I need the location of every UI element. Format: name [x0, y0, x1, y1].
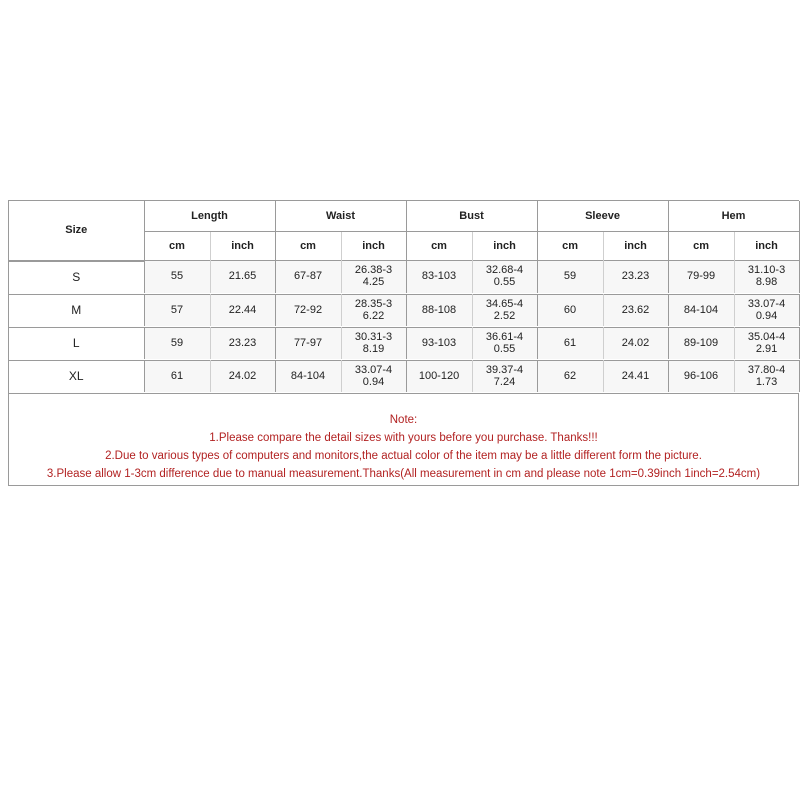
table-cell: 72-92: [275, 293, 341, 326]
table-cell: 59: [537, 260, 603, 293]
table-cell: [341, 260, 406, 293]
table-cell: [472, 293, 537, 326]
size-chart: [8, 200, 799, 486]
table-cell: 100-120: [406, 359, 472, 392]
cell-text: 33.07-40.94: [747, 297, 786, 322]
note-line-2: 2.Due to various types of computers and monitors,the actual color of the item may be a little different form the picture.: [105, 449, 702, 462]
cell-text: 32.68-40.55: [485, 264, 524, 289]
size-cell: XL: [9, 359, 144, 392]
table-row: [9, 293, 799, 326]
size-cell: S: [9, 260, 144, 293]
unit-header-inch: inch: [210, 232, 275, 261]
size-table: [9, 201, 800, 393]
unit-header-cm: cm: [275, 232, 341, 261]
unit-header-cm: cm: [144, 232, 210, 261]
size-cell: L: [9, 326, 144, 359]
cell-text: 36.61-40.55: [485, 330, 524, 355]
table-row: [9, 326, 799, 359]
cell-text: 37.80-41.73: [747, 363, 786, 388]
cell-text: 35.04-42.91: [747, 330, 786, 355]
cell-text: 34.65-42.52: [485, 297, 524, 322]
sleeve-header: Sleeve: [537, 201, 668, 232]
table-cell: [734, 293, 799, 326]
cell-text: 31.10-38.98: [747, 264, 786, 289]
unit-header-inch: inch: [341, 232, 406, 261]
size-cell: M: [9, 293, 144, 326]
table-cell: 84-104: [668, 293, 734, 326]
table-cell: 24.02: [603, 326, 668, 359]
table-cell: 60: [537, 293, 603, 326]
unit-header-cm: cm: [668, 232, 734, 261]
table-cell: [472, 326, 537, 359]
cell-text: 39.37-47.24: [485, 363, 524, 388]
table-cell: 89-109: [668, 326, 734, 359]
table-cell: 23.62: [603, 293, 668, 326]
cell-text: 33.07-40.94: [354, 363, 393, 388]
table-cell: [341, 293, 406, 326]
table-cell: 55: [144, 260, 210, 293]
table-cell: 77-97: [275, 326, 341, 359]
table-cell: 67-87: [275, 260, 341, 293]
notes-section: [9, 393, 798, 483]
table-row: [9, 260, 799, 293]
table-cell: 23.23: [210, 326, 275, 359]
table-cell: [472, 359, 537, 392]
table-cell: 21.65: [210, 260, 275, 293]
table-cell: 79-99: [668, 260, 734, 293]
table-cell: 61: [537, 326, 603, 359]
table-cell: 83-103: [406, 260, 472, 293]
table-cell: 88-108: [406, 293, 472, 326]
note-line-3: 3.Please allow 1-3cm difference due to manual measurement.Thanks(All measurement in cm and please note 1cm=0.39inch 1inch=2.54cm): [46, 467, 761, 480]
unit-header-cm: cm: [406, 232, 472, 261]
table-cell: 59: [144, 326, 210, 359]
table-cell: 61: [144, 359, 210, 392]
table-cell: 24.02: [210, 359, 275, 392]
table-cell: [734, 260, 799, 293]
unit-header-inch: inch: [603, 232, 668, 261]
unit-header-inch: inch: [734, 232, 799, 261]
cell-text: 28.35-36.22: [354, 297, 393, 322]
table-cell: [341, 326, 406, 359]
cell-text: 26.38-34.25: [354, 264, 393, 289]
table-cell: [472, 260, 537, 293]
unit-header-inch: inch: [472, 232, 537, 261]
notes-title: Note:: [389, 413, 418, 426]
table-cell: 24.41: [603, 359, 668, 392]
table-cell: 96-106: [668, 359, 734, 392]
table-cell: [734, 359, 799, 392]
table-row: [9, 359, 799, 392]
hem-header: Hem: [668, 201, 799, 232]
table-cell: 22.44: [210, 293, 275, 326]
table-cell: [734, 326, 799, 359]
table-cell: 62: [537, 359, 603, 392]
unit-header-cm: cm: [537, 232, 603, 261]
note-line-1: 1.Please compare the detail sizes with yours before you purchase. Thanks!!!: [209, 431, 598, 444]
cell-text: 30.31-38.19: [354, 330, 393, 355]
waist-header: Waist: [275, 201, 406, 232]
length-header: Length: [144, 201, 275, 232]
table-cell: 84-104: [275, 359, 341, 392]
table-cell: 23.23: [603, 260, 668, 293]
table-cell: [341, 359, 406, 392]
bust-header: Bust: [406, 201, 537, 232]
size-header: Size: [9, 201, 144, 260]
table-cell: 93-103: [406, 326, 472, 359]
table-cell: 57: [144, 293, 210, 326]
header-row-groups: [9, 201, 799, 232]
